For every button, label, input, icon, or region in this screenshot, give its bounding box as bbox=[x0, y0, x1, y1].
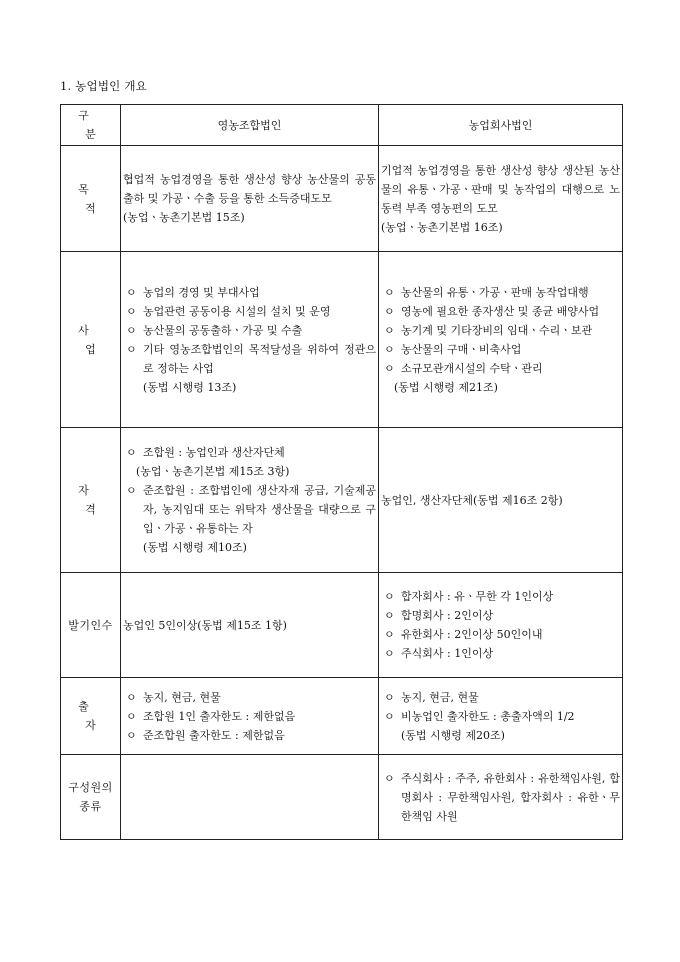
list-item: ㅇ 준조합원 : 조합법인에 생산자재 공급, 기술제공자, 농지임대 또는 위탁자 생산물을 대량으로 구입ㆍ가공ㆍ유통하는 자 bbox=[123, 481, 376, 538]
bullet-circle-icon: ㅇ bbox=[384, 285, 395, 299]
bullet-circle-icon: ㅇ bbox=[126, 342, 137, 356]
list-item: ㅇ 주식회사 : 주주, 유한회사 : 유한책임사원, 합명회사 : 무한책임사원, 합자회사 : 유한ㆍ무한책임 사원 bbox=[381, 769, 620, 826]
header-category-cell: 구 분 bbox=[61, 105, 121, 146]
founders-b-list bbox=[381, 587, 620, 663]
bullet-circle-icon: ㅇ bbox=[384, 771, 395, 785]
business-row bbox=[61, 252, 623, 428]
corporation-overview-table bbox=[60, 104, 623, 840]
business-b-list bbox=[381, 283, 620, 378]
list-item: ㅇ 합자회사 : 유ㆍ무한 각 1인이상 bbox=[381, 587, 620, 606]
members-farming-association-cell bbox=[121, 755, 379, 840]
qualification-a-note-1: (농업ㆍ농촌기본법 제15조 3항) bbox=[136, 465, 290, 478]
list-item: ㅇ 조합원 : 농업인과 생산자단체 bbox=[123, 443, 376, 462]
table-header-row bbox=[61, 105, 623, 146]
section-title: 1. 농업법인 개요 bbox=[60, 79, 147, 93]
qualification-a-list-2 bbox=[123, 481, 376, 538]
bullet-circle-icon: ㅇ bbox=[384, 590, 395, 603]
list-item: ㅇ 농산물의 유통ㆍ가공ㆍ판매 농작업대행 bbox=[381, 283, 620, 302]
purpose-b-note: (농업ㆍ농촌기본법 16조) bbox=[381, 220, 503, 234]
qualification-a-note-2: (동법 시행령 제10조) bbox=[143, 541, 247, 554]
bullet-circle-icon: ㅇ bbox=[126, 446, 137, 459]
investment-label: 출 자 bbox=[61, 678, 121, 755]
header-farming-association-cell: 영농조합법인 bbox=[121, 105, 379, 146]
members-agricultural-company-cell bbox=[379, 755, 623, 840]
purpose-farming-association-cell bbox=[121, 146, 379, 252]
investment-row bbox=[61, 678, 623, 755]
purpose-row bbox=[61, 146, 623, 252]
qualification-agricultural-company-cell bbox=[379, 428, 623, 573]
members-b-list bbox=[381, 769, 620, 826]
investment-farming-association-cell bbox=[121, 678, 379, 755]
list-item: ㅇ 조합원 1인 출자한도 : 제한없음 bbox=[123, 707, 376, 726]
header-agricultural-company-cell: 농업회사법인 bbox=[379, 105, 623, 146]
founders-row bbox=[61, 573, 623, 678]
bullet-circle-icon: ㅇ bbox=[384, 647, 395, 660]
bullet-circle-icon: ㅇ bbox=[126, 285, 137, 299]
business-label: 사 업 bbox=[61, 252, 121, 428]
list-item: ㅇ 합명회사 : 2인이상 bbox=[381, 606, 620, 625]
list-item: ㅇ 준조합원 출자한도 : 제한없음 bbox=[123, 726, 376, 745]
list-item: ㅇ 농지, 현금, 현물 bbox=[381, 688, 620, 707]
founders-farming-association-cell bbox=[121, 573, 379, 678]
members-label: 구성원의 종류 bbox=[61, 755, 121, 840]
bullet-circle-icon: ㅇ bbox=[384, 709, 395, 723]
list-item: ㅇ 농산물의 공동출하ㆍ가공 및 수출 bbox=[123, 321, 376, 340]
purpose-b-text: 기업적 농업경영을 통한 생산성 향상 생산된 농산물의 유통ㆍ가공ㆍ판매 및 농작업의 대행으로 노동력 부족 영농편의 도모 bbox=[381, 163, 620, 215]
list-item: ㅇ 영농에 필요한 종자생산 및 종균 배양사업 bbox=[381, 302, 620, 321]
investment-agricultural-company-cell bbox=[379, 678, 623, 755]
purpose-a-text: 협업적 농업경영을 통한 생산성 향상 농산물의 공동출하 및 가공ㆍ수출 등을 통한 소득증대도모 bbox=[123, 173, 376, 205]
qualification-a-list bbox=[123, 443, 376, 462]
investment-b-note: (동법 시행령 제20조) bbox=[401, 728, 505, 742]
purpose-label: 목 적 bbox=[61, 146, 121, 252]
bullet-circle-icon: ㅇ bbox=[126, 484, 137, 497]
list-item: ㅇ 농업관련 공동이용 시설의 설치 및 운영 bbox=[123, 302, 376, 321]
bullet-circle-icon: ㅇ bbox=[384, 690, 395, 704]
bullet-circle-icon: ㅇ bbox=[384, 342, 395, 356]
business-farming-association-cell bbox=[121, 252, 379, 428]
founders-a-text: 농업인 5인이상(동법 제15조 1항) bbox=[123, 618, 287, 632]
list-item: ㅇ 농기계 및 기타장비의 임대ㆍ수리ㆍ보관 bbox=[381, 321, 620, 340]
bullet-circle-icon: ㅇ bbox=[126, 690, 137, 704]
qualification-farming-association-cell bbox=[121, 428, 379, 573]
list-item: ㅇ 비농업인 출자한도 : 총출자액의 1/2 bbox=[381, 707, 620, 726]
bullet-circle-icon: ㅇ bbox=[126, 728, 137, 742]
bullet-circle-icon: ㅇ bbox=[126, 323, 137, 337]
bullet-circle-icon: ㅇ bbox=[126, 304, 137, 318]
list-item: ㅇ 기타 영농조합법인의 목적달성을 위하여 정관으로 정하는 사업 bbox=[123, 340, 376, 378]
qualification-row bbox=[61, 428, 623, 573]
bullet-circle-icon: ㅇ bbox=[384, 628, 395, 641]
business-a-list bbox=[123, 283, 376, 378]
founders-label: 발기인수 bbox=[61, 573, 121, 678]
bullet-circle-icon: ㅇ bbox=[384, 361, 395, 375]
list-item: ㅇ 소규모관개시설의 수탁ㆍ관리 bbox=[381, 359, 620, 378]
list-item: ㅇ 주식회사 : 1인이상 bbox=[381, 644, 620, 663]
investment-b-list bbox=[381, 688, 620, 726]
purpose-a-note: (농업ㆍ농촌기본법 15조) bbox=[123, 211, 245, 224]
list-item: ㅇ 농지, 현금, 현물 bbox=[123, 688, 376, 707]
business-agricultural-company-cell bbox=[379, 252, 623, 428]
members-row bbox=[61, 755, 623, 840]
purpose-agricultural-company-cell bbox=[379, 146, 623, 252]
business-b-note: (동법 시행령 제21조) bbox=[394, 380, 498, 394]
business-a-note: (동법 시행령 13조) bbox=[143, 380, 237, 394]
bullet-circle-icon: ㅇ bbox=[384, 323, 395, 337]
list-item: ㅇ 농업의 경영 및 부대사업 bbox=[123, 283, 376, 302]
founders-agricultural-company-cell bbox=[379, 573, 623, 678]
qualification-label: 자 격 bbox=[61, 428, 121, 573]
bullet-circle-icon: ㅇ bbox=[126, 709, 137, 723]
bullet-circle-icon: ㅇ bbox=[384, 609, 395, 622]
investment-a-list bbox=[123, 688, 376, 745]
qualification-b-text: 농업인, 생산자단체(동법 제16조 2항) bbox=[381, 493, 563, 507]
bullet-circle-icon: ㅇ bbox=[384, 304, 395, 318]
list-item: ㅇ 농산물의 구매ㆍ비축사업 bbox=[381, 340, 620, 359]
list-item: ㅇ 유한회사 : 2인이상 50인이내 bbox=[381, 625, 620, 644]
